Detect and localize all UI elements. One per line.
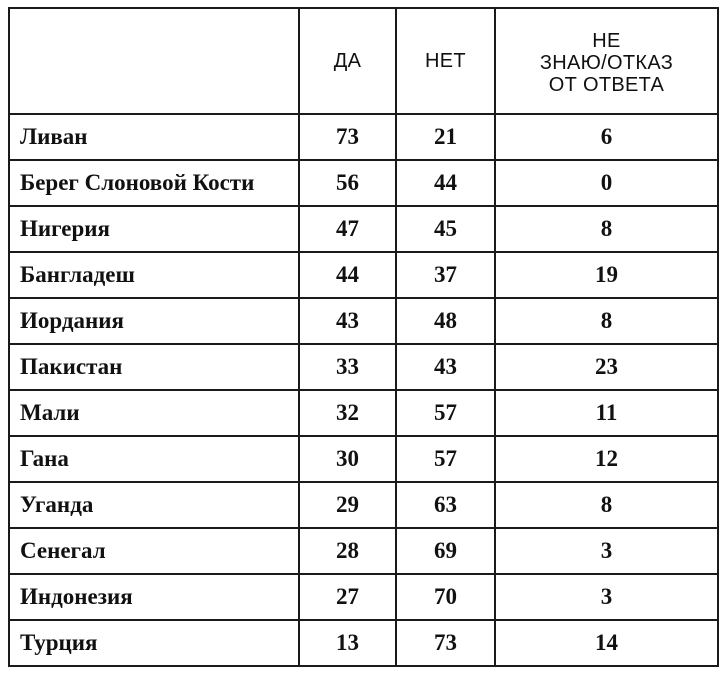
dont-know-cell: 8 bbox=[495, 206, 718, 252]
country-cell: Турция bbox=[9, 620, 299, 666]
table-row bbox=[9, 390, 718, 436]
no-cell: 37 bbox=[396, 252, 495, 298]
no-cell: 69 bbox=[396, 528, 495, 574]
header-dont-know-line1: НЕ bbox=[592, 30, 621, 52]
dont-know-cell: 6 bbox=[495, 114, 718, 160]
yes-cell: 33 bbox=[299, 344, 396, 390]
dont-know-cell: 3 bbox=[495, 528, 718, 574]
header-no: НЕТ bbox=[396, 8, 495, 114]
dont-know-cell: 19 bbox=[495, 252, 718, 298]
yes-cell: 56 bbox=[299, 160, 396, 206]
dont-know-cell: 3 bbox=[495, 574, 718, 620]
table-row bbox=[9, 114, 718, 160]
no-cell: 48 bbox=[396, 298, 495, 344]
header-dont-know-line3: ОТ ОТВЕТА bbox=[548, 74, 665, 96]
header-dont-know bbox=[495, 8, 718, 114]
no-cell: 57 bbox=[396, 390, 495, 436]
country-cell: Берег Слоновой Кости bbox=[9, 160, 299, 206]
table-body bbox=[9, 114, 718, 666]
table-row bbox=[9, 252, 718, 298]
no-cell: 44 bbox=[396, 160, 495, 206]
header-dont-know-line2: ЗНАЮ/ОТКАЗ bbox=[539, 52, 674, 74]
country-cell: Гана bbox=[9, 436, 299, 482]
survey-table bbox=[8, 7, 719, 667]
table-row bbox=[9, 574, 718, 620]
table-row bbox=[9, 160, 718, 206]
yes-cell: 28 bbox=[299, 528, 396, 574]
no-cell: 70 bbox=[396, 574, 495, 620]
header-country bbox=[9, 8, 299, 114]
dont-know-cell: 0 bbox=[495, 160, 718, 206]
yes-cell: 30 bbox=[299, 436, 396, 482]
table-row bbox=[9, 344, 718, 390]
table-row bbox=[9, 528, 718, 574]
no-cell: 21 bbox=[396, 114, 495, 160]
country-cell: Пакистан bbox=[9, 344, 299, 390]
yes-cell: 27 bbox=[299, 574, 396, 620]
yes-cell: 47 bbox=[299, 206, 396, 252]
country-cell: Ливан bbox=[9, 114, 299, 160]
no-cell: 57 bbox=[396, 436, 495, 482]
dont-know-cell: 11 bbox=[495, 390, 718, 436]
dont-know-cell: 8 bbox=[495, 298, 718, 344]
table-header bbox=[9, 8, 718, 114]
country-cell: Уганда bbox=[9, 482, 299, 528]
no-cell: 63 bbox=[396, 482, 495, 528]
dont-know-cell: 23 bbox=[495, 344, 718, 390]
country-cell: Мали bbox=[9, 390, 299, 436]
country-cell: Индонезия bbox=[9, 574, 299, 620]
table-row bbox=[9, 620, 718, 666]
table-row bbox=[9, 482, 718, 528]
header-row bbox=[9, 8, 718, 114]
no-cell: 45 bbox=[396, 206, 495, 252]
table-row bbox=[9, 206, 718, 252]
country-cell: Нигерия bbox=[9, 206, 299, 252]
no-cell: 73 bbox=[396, 620, 495, 666]
yes-cell: 44 bbox=[299, 252, 396, 298]
country-cell: Бангладеш bbox=[9, 252, 299, 298]
country-cell: Иордания bbox=[9, 298, 299, 344]
yes-cell: 73 bbox=[299, 114, 396, 160]
country-cell: Сенегал bbox=[9, 528, 299, 574]
table-row bbox=[9, 436, 718, 482]
dont-know-cell: 12 bbox=[495, 436, 718, 482]
no-cell: 43 bbox=[396, 344, 495, 390]
yes-cell: 13 bbox=[299, 620, 396, 666]
dont-know-cell: 8 bbox=[495, 482, 718, 528]
yes-cell: 43 bbox=[299, 298, 396, 344]
table-row bbox=[9, 298, 718, 344]
header-yes: ДА bbox=[299, 8, 396, 114]
dont-know-cell: 14 bbox=[495, 620, 718, 666]
yes-cell: 29 bbox=[299, 482, 396, 528]
yes-cell: 32 bbox=[299, 390, 396, 436]
